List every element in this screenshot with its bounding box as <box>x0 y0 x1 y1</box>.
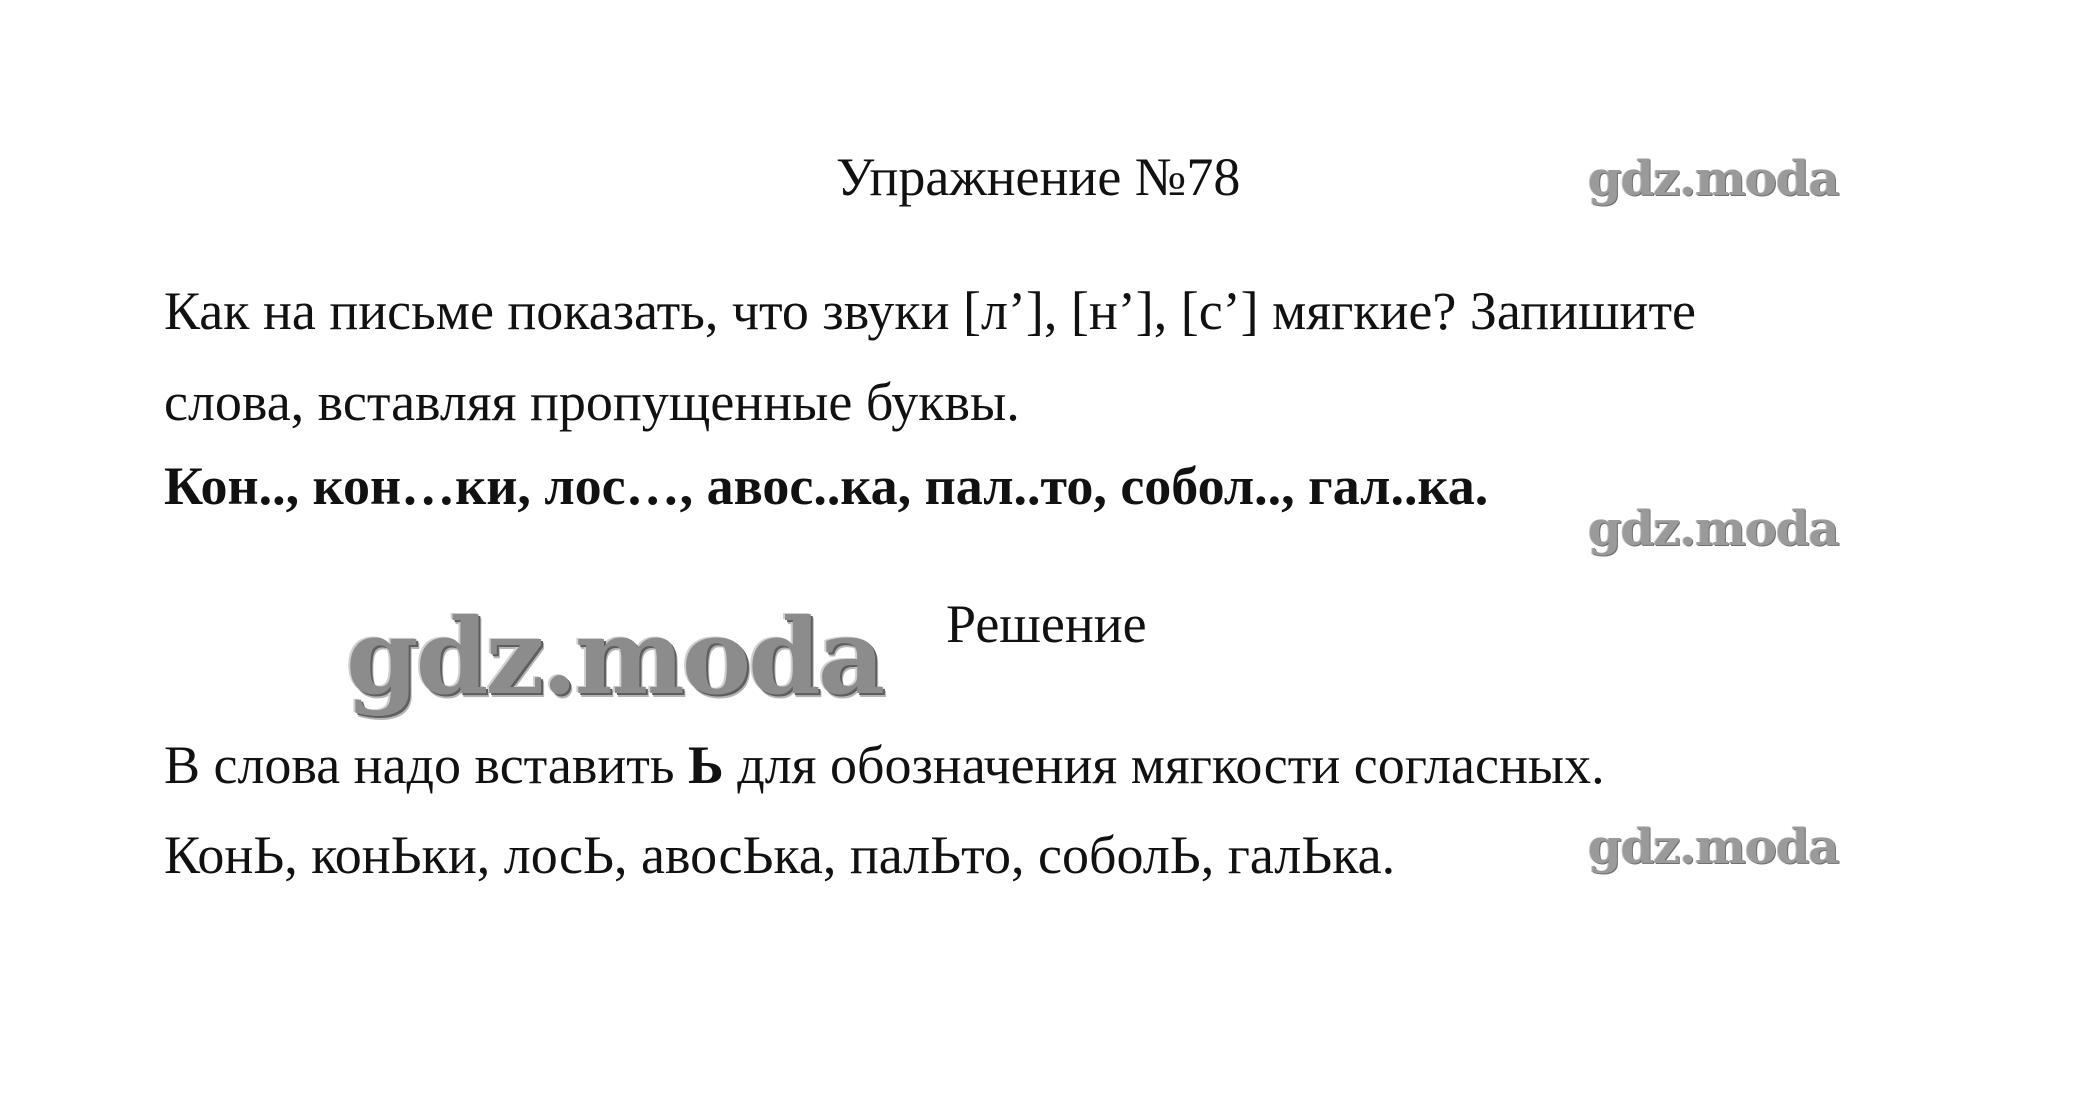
solution-explanation-end: для обозначения мягкости согласных. <box>723 735 1605 795</box>
solution-explanation <box>164 735 1605 795</box>
solution-explanation-start: В слова надо вставить <box>164 735 689 795</box>
watermark-logo: gdz.moda <box>1588 819 1839 875</box>
watermark-logo: gdz.moda <box>1588 151 1839 207</box>
task-text-line-1: Как на письме показать, что звуки [л’], [н’], [с’] мягкие? Запишите <box>164 281 1697 341</box>
watermark-logo: gdz.moda <box>1588 501 1839 557</box>
soft-sign-letter: Ь <box>688 735 724 795</box>
solution-heading: Решение <box>946 594 1147 654</box>
task-text-line-2: слова, вставляя пропущенные буквы. <box>164 372 1020 432</box>
solution-words: КонЬ, конЬки, лосЬ, авосЬка, палЬто, соболЬ, галЬка. <box>164 825 1396 885</box>
task-words: Кон.., кон…ки, лос…, авос..ка, пал..то, собол.., гал..ка. <box>164 456 1489 516</box>
exercise-title: Упражнение №78 <box>836 147 1241 207</box>
watermark-logo-large: gdz.moda <box>346 595 883 718</box>
